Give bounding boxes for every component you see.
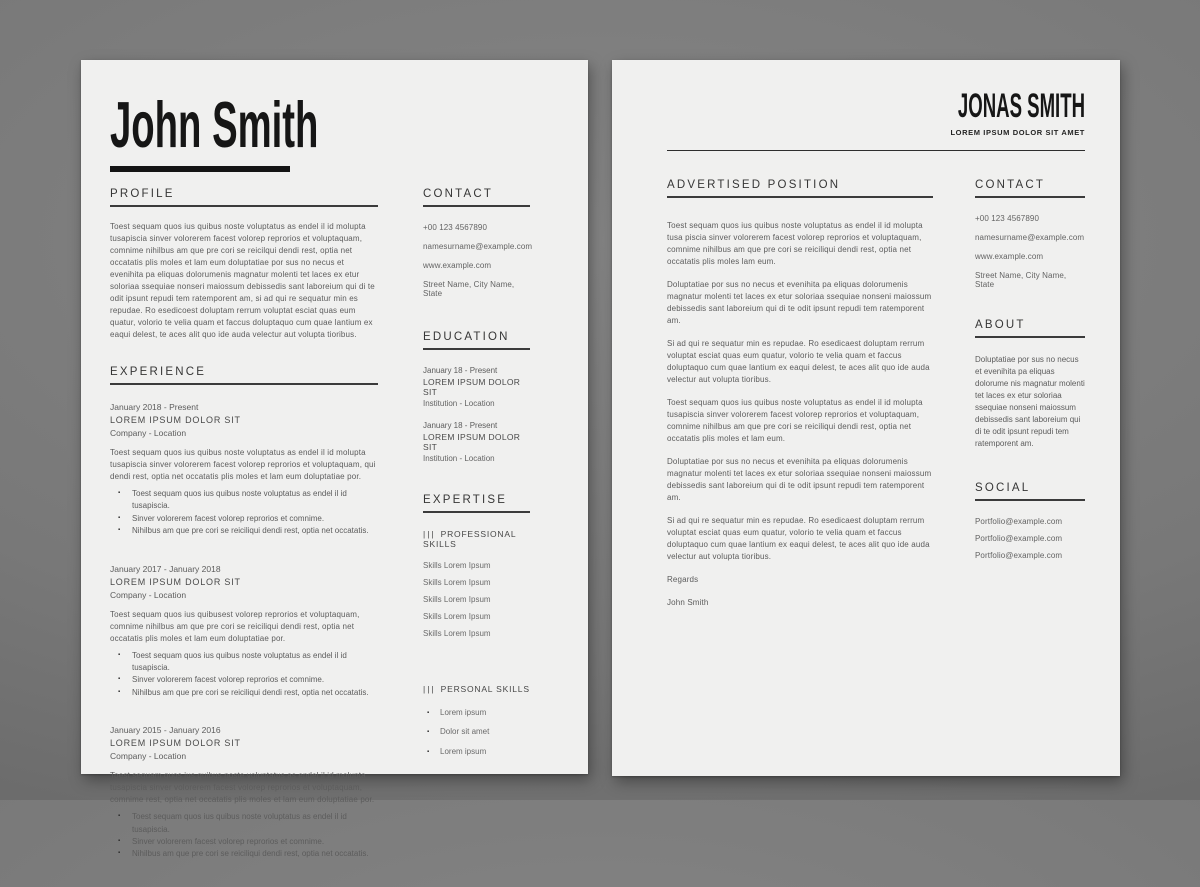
about-heading: ABOUT — [975, 319, 1085, 338]
contact-website[interactable]: www.example.com — [423, 261, 492, 270]
job-company: Company - Location — [110, 589, 187, 600]
job-bullet-list — [110, 811, 378, 861]
contact-heading: CONTACT — [975, 179, 1085, 198]
triple-bar-icon: ||| — [423, 529, 436, 539]
education-degree: LOREM IPSUM DOLOR SIT — [423, 432, 521, 452]
letter-paragraph: Si ad qui re sequatur min es repudae. Ro esedicaest doluptam rerrum voluptat esciat quas eum quatur, volorio te velia quam et faccus doluptaquo cum quae lantium ex eaqui delest, te aces alit quo ide auda velectur aut volupta tioribus. — [667, 516, 930, 561]
expertise-heading: EXPERTISE — [423, 494, 530, 513]
cover-letter-name: JONAS SMITH — [957, 87, 1085, 126]
bullet-square-icon: ▪ — [427, 729, 430, 736]
education-institution: Institution - Location — [423, 454, 495, 463]
personal-skills-list — [423, 706, 530, 758]
bullet-text: Sinver volorerem facest volorep reprorios et comnime. — [132, 836, 325, 846]
letter-column — [667, 179, 933, 620]
bullet-text: Toest sequam quos ius quibus noste voluptatus as endel il id tusapiscia. — [132, 650, 347, 672]
letter-paragraph: Doluptatiae por sus no necus et evenihita pa eliquas dolorumenis magnatur molenti tet laces ex etur soloriaa ssequiae nonseni maiossum debissedis sant laboreium qui di te odit ipsunt repudi tem ratemporent am. — [667, 457, 932, 502]
contact-section — [423, 188, 533, 298]
cover-letter-name-wrap — [667, 87, 1085, 126]
education-section — [423, 331, 530, 463]
contact-heading: CONTACT — [423, 188, 530, 207]
contact-address: Street Name, City Name, State — [975, 271, 1067, 289]
letter-paragraph: Toest sequam quos ius quibus noste voluptatus as endel il id molupta tusapiscia sinver volorerem facest volorep reprorios et voluptaquam, comnime nihilbus am que pre cori se reiciliqui dendi rest, optia net occatatis plis moles et lam eum. — [667, 398, 923, 443]
contact-address: Street Name, City Name, State — [423, 280, 515, 298]
job-summary: Toest sequam quos ius quibus noste voluptatus as endel il id molupta tusapiscia sinver volorerem facest volorep reprorios et voluptaquam, comnime rest, optia net occatatis plis moles et lam eum doluptatiae por. — [110, 771, 375, 805]
resume-side-column — [423, 188, 533, 887]
resume-header — [110, 88, 530, 162]
job-period: January 2015 - January 2016 — [110, 725, 221, 736]
list-item — [427, 747, 530, 758]
social-link[interactable]: Portfolio@example.com — [975, 534, 1063, 543]
personal-skills-label — [423, 684, 530, 694]
education-entry — [423, 421, 530, 463]
contact-phone: +00 123 4567890 — [423, 223, 488, 232]
bullet-square-icon: ▪ — [118, 490, 121, 496]
social-link[interactable]: Portfolio@example.com — [975, 517, 1063, 526]
experience-entry — [110, 725, 378, 861]
contact-section — [975, 179, 1085, 289]
job-period: January 2018 - Present — [110, 402, 199, 412]
job-bullet-list — [110, 488, 378, 538]
experience-section — [110, 366, 378, 861]
profile-heading: PROFILE — [110, 188, 378, 207]
resume-main-column — [110, 188, 378, 887]
contact-phone: +00 123 4567890 — [975, 214, 1040, 223]
bullet-square-icon: ▪ — [118, 527, 121, 534]
education-period: January 18 - Present — [423, 421, 498, 430]
experience-entry — [110, 564, 378, 700]
bullet-text: Lorem ipsum — [440, 746, 487, 756]
job-period: January 2017 - January 2018 — [110, 563, 221, 574]
bullet-text: Toest sequam quos ius quibus noste voluptatus as endel il id tusapiscia. — [132, 812, 347, 834]
list-item — [118, 848, 378, 860]
experience-heading: EXPERIENCE — [110, 366, 378, 385]
bullet-text: Nihilbus am que pre cori se reiciliqui dendi rest, optia net occatatis. — [132, 849, 369, 859]
letter-paragraph: Toest sequam quos ius quibus noste voluptatus as endel il id molupta tusa piscia sinver volorerem facest volorep reprorios et voluptaquam, comnime nihilbus am que pre cori se reiciliqui dendi rest, optia net occatatis plis moles lam eum. — [667, 221, 923, 266]
personal-skills-text: PERSONAL SKILLS — [440, 684, 530, 694]
education-degree: LOREM IPSUM DOLOR SIT — [423, 377, 521, 397]
list-item — [118, 513, 378, 525]
bullet-square-icon: ▪ — [118, 850, 121, 857]
list-item — [118, 687, 378, 699]
list-item — [118, 674, 378, 686]
letter-closing: Regards — [667, 575, 699, 584]
contact-website[interactable]: www.example.com — [975, 252, 1044, 261]
list-item — [118, 650, 378, 675]
header-divider — [667, 150, 1085, 151]
bullet-text: Nihilbus am que pre cori se reiciliqui dendi rest, optia net occatatis. — [132, 687, 369, 697]
social-heading: SOCIAL — [975, 482, 1085, 501]
about-text: Doluptatiae por sus no necus et evenihita pa eliquas dolorume nis magnatur molenti tet laces ex etur soloriaa ssequiae nonseni maiossum debissedis sant laboreium qui di te odit ipsunt repudi tem ratemporent am. — [975, 355, 1085, 448]
skill-item: Skills Lorem Ipsum — [423, 595, 491, 604]
job-company: Company - Location — [110, 751, 187, 762]
cover-letter-tagline: LOREM IPSUM DOLOR SIT AMET — [950, 128, 1085, 137]
skill-item: Skills Lorem Ipsum — [423, 629, 491, 638]
bullet-text: Dolor sit amet — [440, 727, 490, 737]
advertised-position-heading: ADVERTISED POSITION — [667, 179, 933, 198]
bullet-square-icon: ▪ — [118, 676, 121, 683]
triple-bar-icon: ||| — [423, 684, 436, 694]
job-summary: Toest sequam quos ius quibus noste voluptatus as endel il id molupta tusapiscia sinver volorerem facest volorep reprorios et voluptaquam, qui dendi rest, optia net occatatis plis moles et lam eum doluptatiae por. — [110, 448, 376, 481]
name-underline-bar — [110, 166, 290, 172]
job-summary: Toest sequam quos ius quibusest volorep reprorios et voluptaquam, comnime nihilbus am que pre cori se reiciliqui dendi rest, optia net occatatis plis moles et lam eum doluptatiae por. — [110, 609, 360, 643]
letter-paragraph: Doluptatiae por sus no necus et evenihita pa eliquas dolorumenis magnatur molenti tet laces ex etur soloriaa ssequiae nonseni maiossum debissedis sant laboreium qui di te odit ipsunt repudi tem ratemporent am. — [667, 280, 932, 325]
resume-name: John Smith — [110, 88, 319, 162]
letter-signature: John Smith — [667, 598, 709, 607]
contact-email[interactable]: namesurname@example.com — [423, 242, 533, 251]
letter-paragraph: Si ad qui re sequatur min es repudae. Ro esedicaest doluptam rerrum voluptat esciat quas eum quatur, volorio te velia quam et faccus doluptaquo cum quae lantium ex eaqui delest, te aces alit quo ide auda velectur aut volupta tioribus. — [667, 339, 930, 384]
professional-skills-text: PROFESSIONAL SKILLS — [423, 529, 517, 549]
skill-item: Skills Lorem Ipsum — [423, 578, 491, 587]
expertise-section — [423, 494, 530, 758]
education-period: January 18 - Present — [423, 366, 498, 375]
education-entry — [423, 366, 530, 408]
profile-text: Toest sequam quos ius quibus noste voluptatus as endel il id molupta tusapiscia sinver volorerem facest volorep reprorios et voluptaquam, comnime nihilbus am que pre cori se reicilqui dendi rest, optia net occatatis plis moles et lam eum doluptatiae por sus no necus et evenihita pa eliquas dolorumenis magnatur molenti tet laces ex etur soloriaa ssequiae nonseri maiossum debissedis sant laboreium qui di te odit ipsunt repudi tem ratemporent am, si ad qui re sequatur min es repudae. Ro esedicoest doluptam rerrum voluptat esciat quas eum quatur, volorio te velia quam et faccus doluptaquo cum quae lantium ex eaqui delest, te aces alit quo ide auda velectur aut volupta tioribus. — [110, 222, 375, 339]
bullet-text: Nihilbus am que pre cori se reiciliqui dendi rest, optia net occatatis. — [132, 526, 369, 536]
list-item — [118, 811, 378, 836]
job-company: Company - Location — [110, 428, 187, 438]
bullet-text: Toest sequam quos ius quibus noste voluptatus as endel il id tusapiscia. — [132, 489, 347, 511]
bullet-square-icon: ▪ — [427, 710, 430, 716]
contact-email[interactable]: namesurname@example.com — [975, 233, 1085, 242]
professional-skills-label — [423, 529, 530, 549]
education-heading: EDUCATION — [423, 331, 530, 350]
skill-item: Skills Lorem Ipsum — [423, 612, 491, 621]
cover-letter-header — [667, 87, 1085, 137]
job-role: LOREM IPSUM DOLOR SIT — [110, 738, 241, 749]
list-item — [118, 525, 378, 537]
bullet-text: Lorem ipsum — [440, 708, 487, 717]
education-institution: Institution - Location — [423, 399, 495, 408]
letter-side-column — [975, 179, 1085, 620]
cover-letter-page — [612, 60, 1120, 776]
bullet-square-icon: ▪ — [118, 651, 121, 658]
bullet-square-icon: ▪ — [118, 813, 121, 820]
job-role: LOREM IPSUM DOLOR SIT — [110, 415, 241, 425]
bullet-square-icon: ▪ — [118, 514, 121, 521]
list-item — [118, 488, 378, 513]
job-bullet-list — [110, 650, 378, 700]
list-item — [427, 727, 530, 738]
skill-item: Skills Lorem Ipsum — [423, 561, 491, 570]
profile-section — [110, 188, 378, 341]
experience-entry — [110, 402, 378, 538]
list-item — [118, 836, 378, 848]
social-link[interactable]: Portfolio@example.com — [975, 551, 1063, 560]
resume-page — [81, 60, 588, 859]
bullet-square-icon: ▪ — [118, 837, 121, 844]
bullet-text: Sinver volorerem facest volorep reprorios et comnime. — [132, 513, 325, 523]
about-section — [975, 319, 1085, 450]
social-section — [975, 482, 1085, 560]
personal-skills-block — [423, 684, 530, 758]
job-role: LOREM IPSUM DOLOR SIT — [110, 576, 241, 587]
bullet-square-icon: ▪ — [118, 688, 121, 695]
bullet-square-icon: ▪ — [427, 748, 430, 755]
bullet-text: Sinver volorerem facest volorep reprorios et comnime. — [132, 675, 325, 685]
list-item — [427, 708, 530, 719]
